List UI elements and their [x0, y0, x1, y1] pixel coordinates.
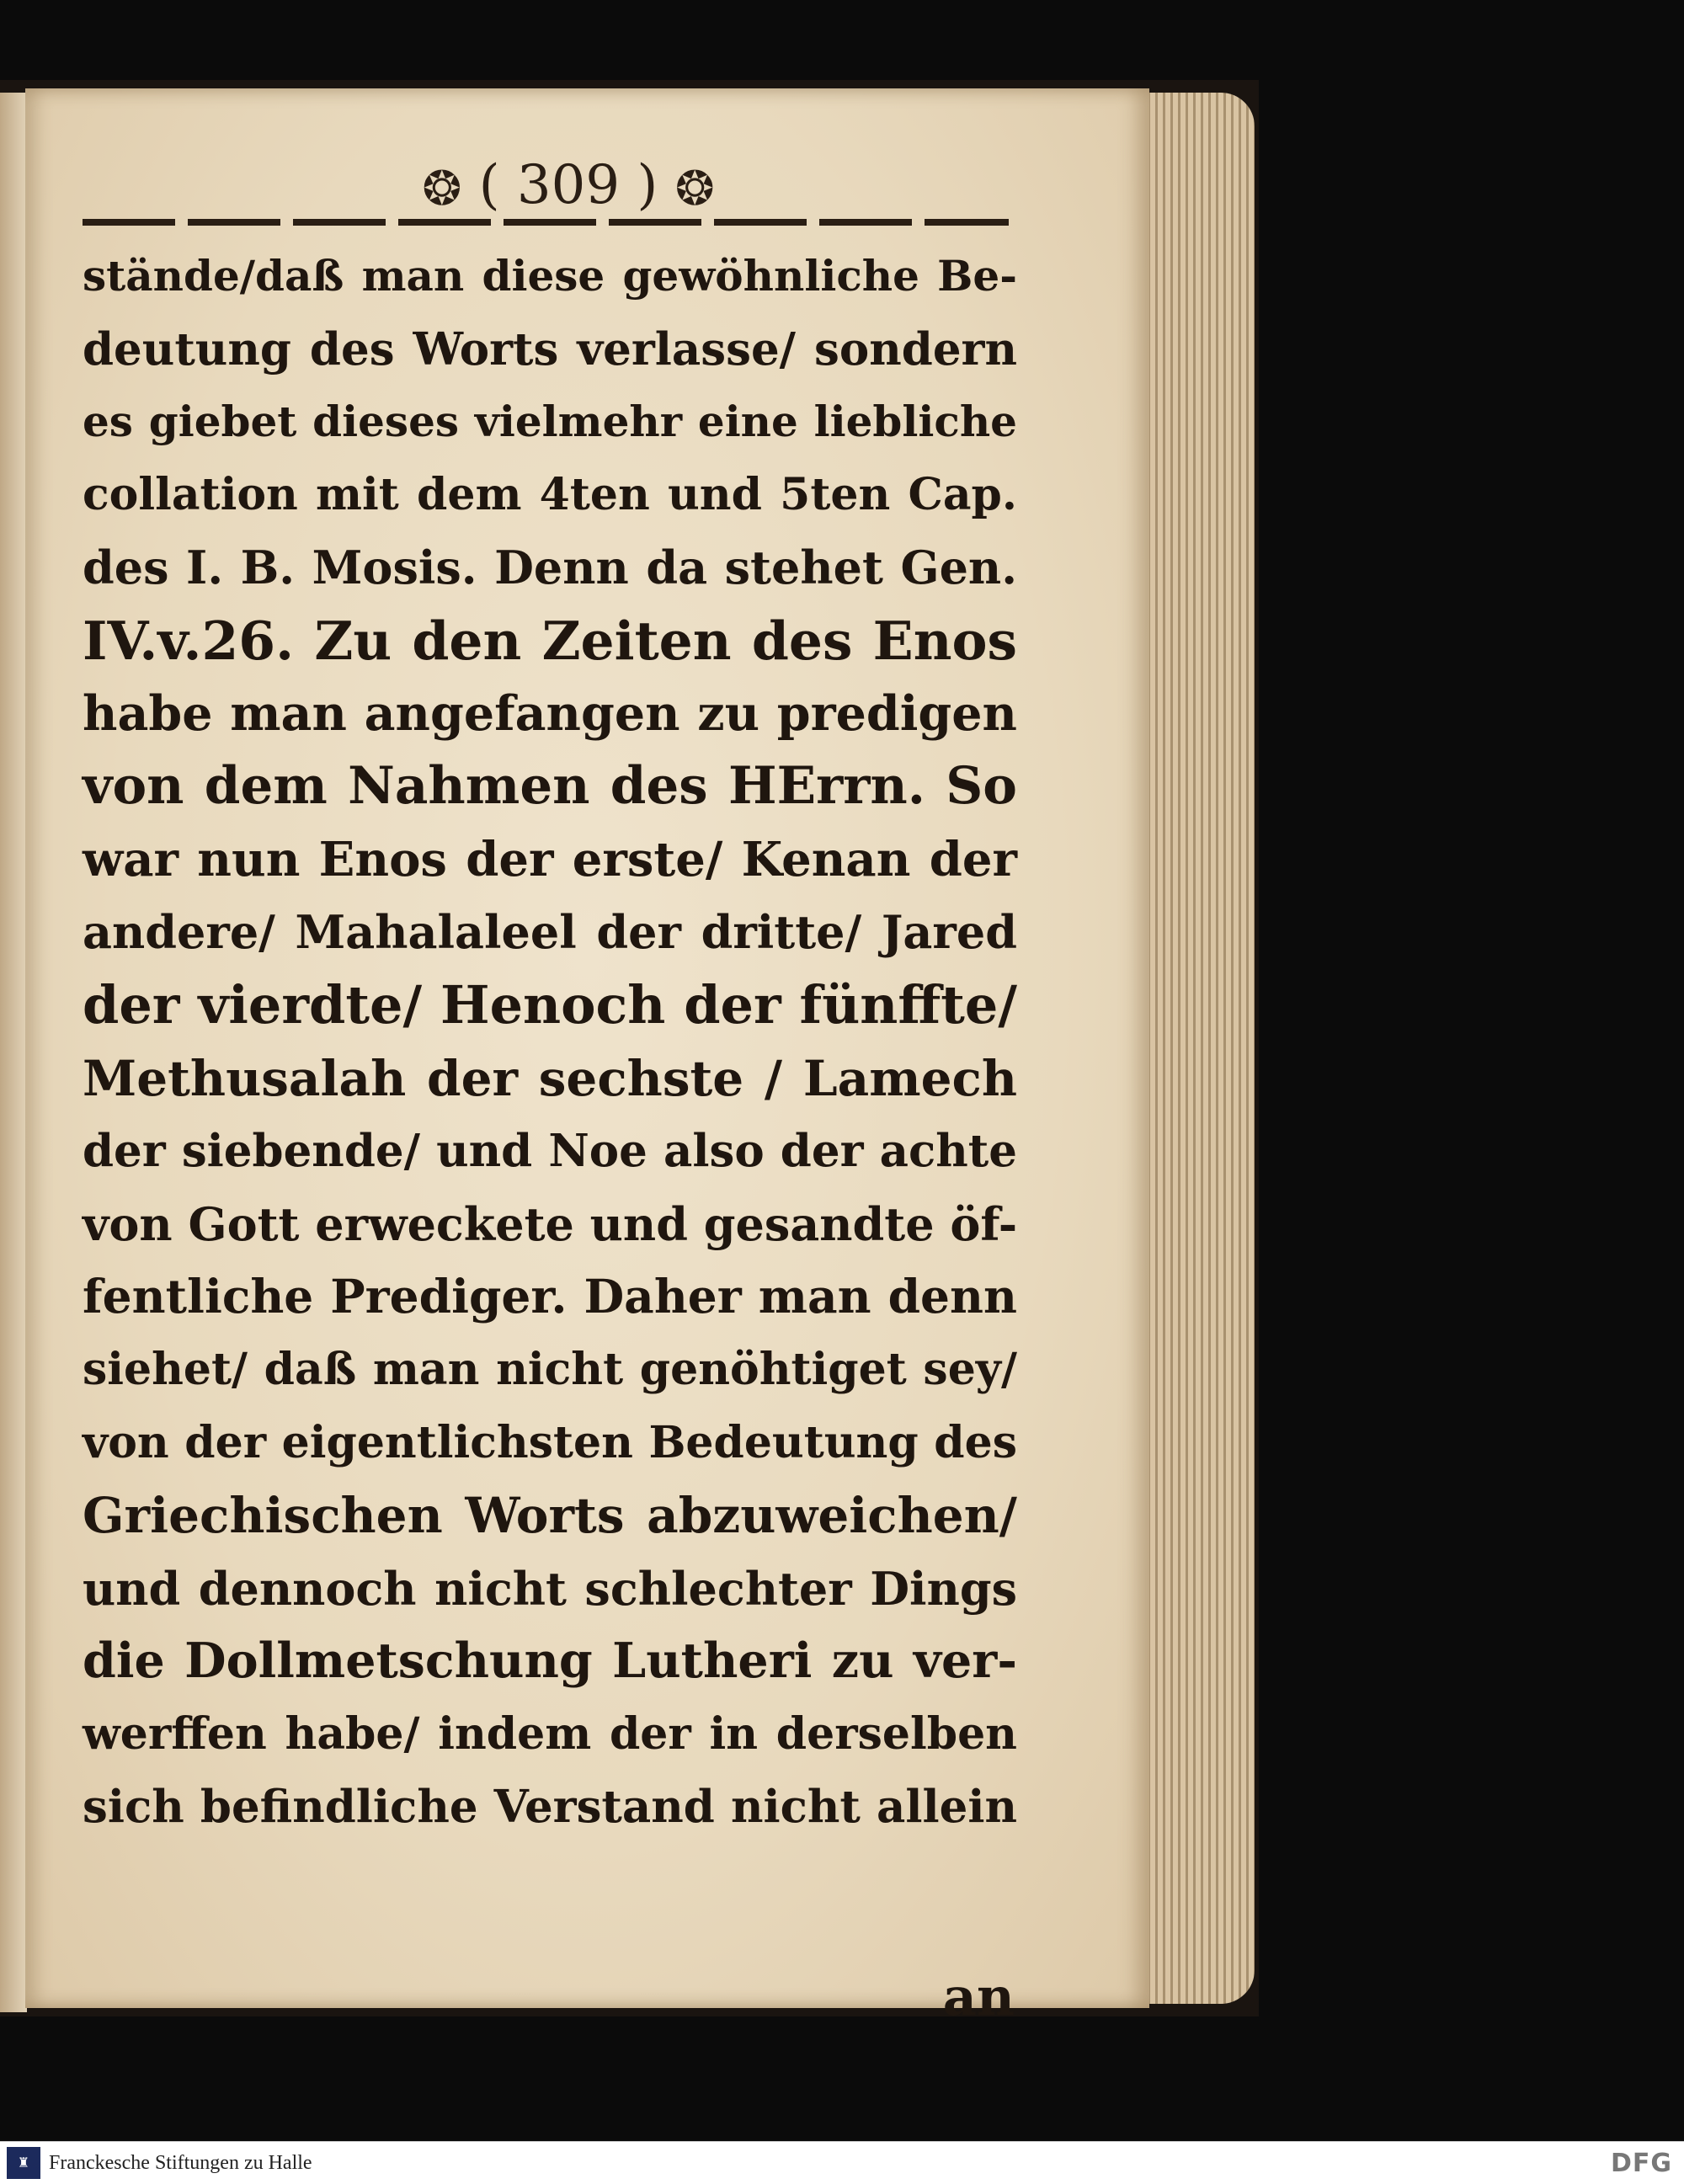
ornament-left-icon: ❂ [422, 161, 462, 216]
header-rule [83, 219, 1009, 226]
text-line: siehet/ daß man nicht genöhtiget sey/ [83, 1343, 1017, 1395]
page-text [83, 240, 1017, 1844]
footer-bar [0, 2141, 1684, 2184]
text-line: andere/ Mahalaleel der dritte/ Jared [83, 905, 1017, 960]
foundation-logo-icon: ♜ [7, 2147, 40, 2179]
text-line: die Dollmetschung Lutheri zu ver- [83, 1633, 1017, 1690]
page-number: ( 309 ) [478, 154, 658, 216]
text-line: collation mit dem 4ten und 5ten Cap. [83, 468, 1017, 520]
text-line: fentliche Prediger. Daher man denn [83, 1269, 1017, 1324]
text-line: und dennoch nicht schlechter Dings [83, 1561, 1017, 1616]
text-line: sich befindliche Verstand nicht allein [83, 1781, 1017, 1834]
text-line: werffen habe/ indem der in derselben [83, 1707, 1017, 1760]
text-line: des I. B. Mosis. Denn da stehet Gen. [83, 541, 1017, 595]
text-line: Griechischen Worts abzuweichen/ [83, 1487, 1017, 1545]
text-line: der siebende/ und Noe also der achte [83, 1125, 1017, 1178]
catchword: an [942, 1966, 1015, 2027]
text-line: habe man angefangen zu predigen [83, 684, 1017, 742]
text-line: stände/daß man diese gewöhnliche Be- [83, 251, 1017, 301]
text-line: war nun Enos der erste/ Kenan der [83, 831, 1017, 887]
text-line: von der eigentlichsten Bedeutung des [83, 1416, 1017, 1468]
text-line: von Gott erweckete und gesandte öf- [83, 1196, 1018, 1251]
dfg-logo: DFG [1610, 2149, 1672, 2178]
text-line: von dem Nahmen des HErrn. So [83, 756, 1017, 817]
left-page-sliver [0, 93, 27, 2012]
text-line: IV.v.26. Zu den Zeiten des Enos [83, 609, 1017, 672]
page-header [387, 147, 749, 223]
ornament-right-icon: ❂ [674, 161, 715, 216]
text-line: Methusalah der sechste / Lamech [83, 1049, 1017, 1107]
book-page [25, 88, 1149, 2027]
text-line: es giebet dieses vielmehr eine liebliche [83, 397, 1017, 447]
text-line: der vierdte/ Henoch der fünffte/ [83, 973, 1017, 1036]
text-line: deutung des Worts verlasse/ sondern [83, 322, 1017, 376]
institution-name: Franckesche Stiftungen zu Halle [49, 2152, 312, 2174]
